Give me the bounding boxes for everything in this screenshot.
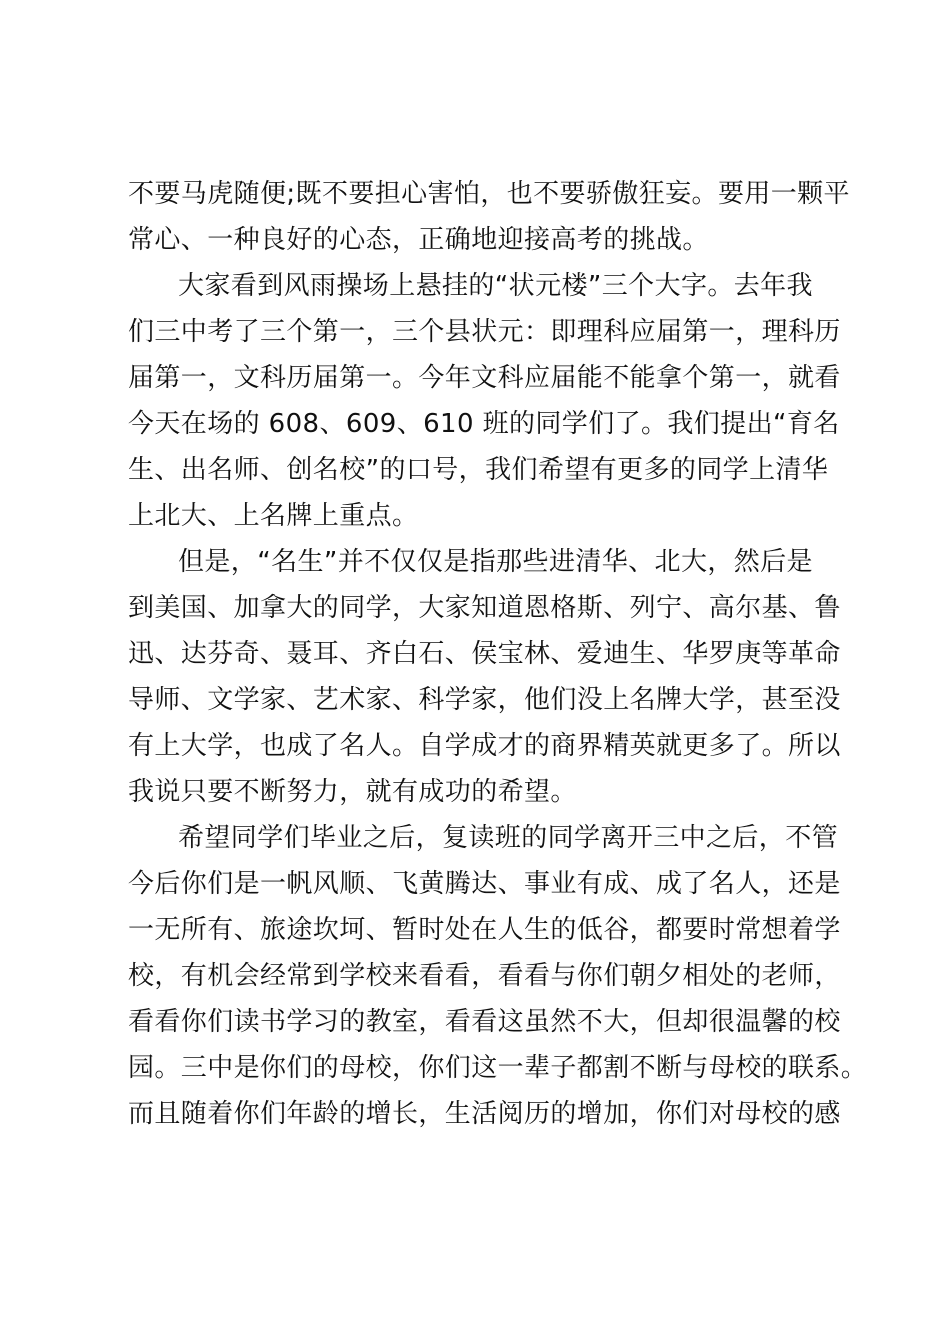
text-line: 今后你们是一帆风顺、飞黄腾达、事业有成、成了名人，还是	[128, 869, 841, 899]
text-line: 有上大学，也成了名人。自学成才的商界精英就更多了。所以	[128, 731, 841, 761]
paragraph-first-line: 但是，“名生”并不仅仅是指那些进清华、北大，然后是	[178, 547, 813, 577]
text-line: 迅、达芬奇、聂耳、齐白石、侯宝林、爱迪生、华罗庚等革命	[128, 639, 841, 669]
text-line: 看看你们读书学习的教室，看看这虽然不大，但却很温馨的校	[128, 1007, 841, 1037]
paragraph-first-line: 大家看到风雨操场上悬挂的“状元楼”三个大字。去年我	[178, 271, 813, 301]
text-line: 我说只要不断努力，就有成功的希望。	[128, 777, 577, 807]
text-line: 不要马虎随便;既不要担心害怕，也不要骄傲狂妄。要用一颗平	[128, 179, 850, 209]
text-line: 生、出名师、创名校”的口号，我们希望有更多的同学上清华	[128, 455, 829, 485]
text-line: 届第一，文科历届第一。今年文科应届能不能拿个第一，就看	[128, 363, 841, 393]
text-line: 到美国、加拿大的同学，大家知道恩格斯、列宁、高尔基、鲁	[128, 593, 841, 623]
text-line: 常心、一种良好的心态，正确地迎接高考的挑战。	[128, 225, 709, 255]
text-line: 而且随着你们年龄的增长，生活阅历的增加，你们对母校的感	[128, 1099, 841, 1129]
text-line: 今天在场的 608、609、610 班的同学们了。我们提出“育名	[128, 409, 840, 439]
text-line: 校，有机会经常到学校来看看，看看与你们朝夕相处的老师，	[128, 961, 841, 991]
text-line: 导师、文学家、艺术家、科学家，他们没上名牌大学，甚至没	[128, 685, 841, 715]
paragraph-first-line: 希望同学们毕业之后，复读班的同学离开三中之后，不管	[178, 823, 839, 853]
text-line: 们三中考了三个第一，三个县状元：即理科应届第一，理科历	[128, 317, 841, 347]
text-line: 上北大、上名牌上重点。	[128, 501, 419, 531]
text-line: 一无所有、旅途坎坷、暂时处在人生的低谷，都要时常想着学	[128, 915, 841, 945]
text-line: 园。三中是你们的母校，你们这一辈子都割不断与母校的联系。	[128, 1053, 868, 1083]
